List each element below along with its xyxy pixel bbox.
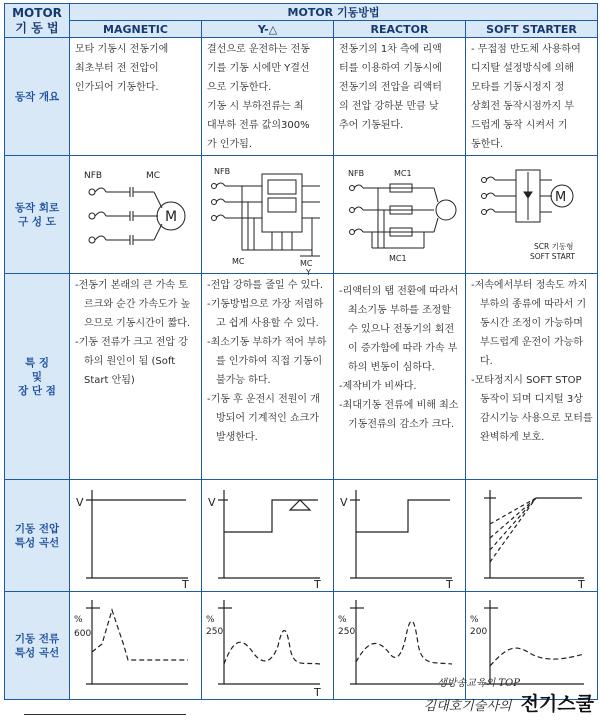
v-axis-label: V [76, 496, 84, 509]
motor-start-method-table [4, 3, 598, 700]
voltage-curve-magnetic [70, 480, 202, 590]
y-label: Y [306, 268, 311, 277]
features-soft-starter: -저속에서부터 정속도 까지 부하의 종류에 따라서 기동시간 조정이 가능하며 부드럽게 운전이 가능하다. -모타정지시 SOFT STOP 동작이 되며 디지털 3상 감시기능 사용으로 모터를 완벽하게 보호. [466, 274, 598, 480]
col-magnetic: MAGNETIC [70, 21, 202, 38]
voltage-magnetic [70, 480, 202, 592]
mc-label: MC [232, 257, 245, 266]
soft-starter-circuit-diagram [466, 156, 598, 272]
mc-label: MC [146, 171, 161, 181]
corner-motor: MOTOR [12, 5, 62, 20]
mc-y-label: MC [300, 259, 313, 268]
row-label-circuit: 동작 회로 구 성 도 [5, 156, 70, 274]
magnetic-circuit-diagram [70, 156, 202, 272]
operation-y-delta: 결선으로 운전하는 전동 기를 기동 시에만 Y결선 으로 기동한다. 기동 시 부하전류는 최 대부하 전류 값의300% 가 인가됨. [202, 38, 334, 156]
nfb-label: NFB [84, 171, 103, 181]
percent-label: % [338, 615, 347, 625]
row-label-current: 기동 전류 특성 곡선 [5, 592, 70, 700]
circuit-y-delta [202, 156, 334, 277]
col-soft-starter: SOFT STARTER [466, 21, 598, 38]
v-axis-label: V [208, 496, 216, 509]
col-reactor: REACTOR [334, 21, 466, 38]
circuit-soft-starter [466, 156, 598, 274]
mc1-bottom-label: MC1 [389, 254, 407, 263]
group-title: MOTOR 기동방법 [70, 4, 598, 21]
features-reactor: -리액터의 탭 전환에 따라서 최소기동 부하를 조정할 수 있으나 전동기의 회전이 증가함에 따라 가속 부하의 변동이 심하다. -제작비가 비싸다. -최대기동 전류에 비해 최소기동전류의 감소가 크다. [334, 274, 466, 480]
circuit-magnetic [70, 156, 202, 274]
operation-magnetic: 모타 기동시 전동기에 최초부터 전 전압이 인가되어 기동한다. [70, 38, 202, 156]
operation-soft-starter: - 무접점 반도체 사용하여 디지탈 설정방식에 의해 모타를 기동시정지 정 상회전 동작시점까지 부 드럽게 동작 시켜서 기 동한다. [466, 38, 598, 156]
voltage-soft-starter [466, 480, 598, 592]
t-axis-label: T [314, 686, 321, 699]
watermark [424, 674, 594, 716]
t-axis-label: T [578, 578, 585, 591]
nfb-label: NFB [348, 169, 365, 178]
t-axis-label: T [446, 578, 453, 591]
current-curve-magnetic [70, 592, 202, 698]
nfb-label: NFB [214, 167, 231, 176]
corner-header-cell [5, 4, 70, 38]
motor-symbol: M [165, 209, 178, 225]
mc1-label: MC1 [394, 169, 412, 178]
soft-start-label: SOFT START [530, 252, 575, 261]
current-magnetic [70, 592, 202, 700]
watermark-instructor: 김대호기술사의 [423, 699, 512, 714]
row-label-features: 특 징 및 장 단 점 [5, 274, 70, 480]
corner-start-method: 기 동 법 [15, 20, 59, 35]
scr-label: SCR 기동형 [534, 242, 574, 251]
reactor-circuit-diagram [334, 156, 466, 272]
operation-reactor: 전동기의 1차 측에 리액 터를 이용하여 기동시에 전동기의 전압을 리액터 의 전압 강하분 만큼 낮 추어 기동된다. [334, 38, 466, 156]
features-y-delta: -전압 강하를 줄일 수 있다. -기동방법으로 가장 저렴하고 쉽게 사용할 수 있다. -최소기동 부하가 적어 부하를 인가하여 직접 기동이 불가능 하다. -기동 후 운전시 전원이 개방되어 기계적인 쇼크가 발생한다. [202, 274, 334, 480]
current-curve-y-delta [202, 592, 334, 698]
voltage-y-delta [202, 480, 334, 592]
row-label-voltage: 기동 전압 특성 곡선 [5, 480, 70, 592]
percent-value: 200 [470, 627, 488, 637]
circuit-reactor [334, 156, 466, 274]
t-axis-label: T [314, 578, 321, 591]
footer-rule [24, 714, 186, 715]
voltage-curve-reactor [334, 480, 466, 590]
percent-label: % [470, 615, 479, 625]
voltage-curve-y-delta [202, 480, 334, 590]
row-label-operation: 동작 개요 [5, 38, 70, 156]
percent-label: % [206, 615, 215, 625]
col-y-delta: Y-△ [202, 21, 334, 38]
v-axis-label: V [340, 496, 348, 509]
watermark-school: 전기스쿨 [520, 693, 594, 715]
percent-value: 250 [338, 627, 356, 637]
y-delta-circuit-diagram [202, 156, 334, 277]
percent-label: % [74, 615, 83, 625]
watermark-tagline: 생방송교육의 TOP [437, 678, 520, 689]
voltage-curve-soft-starter [466, 480, 598, 590]
t-axis-label: T [182, 578, 189, 591]
motor-symbol: M [555, 190, 567, 205]
current-y-delta [202, 592, 334, 700]
voltage-reactor [334, 480, 466, 592]
percent-value: 250 [206, 627, 224, 637]
features-magnetic: -전동기 본래의 큰 가속 토르크와 순간 가속도가 높으므로 기동시간이 짧다. -기동 전류가 크고 전압 강하의 원인이 됨 (Soft Start 안됨) [70, 274, 202, 480]
percent-value: 600 [74, 629, 92, 639]
